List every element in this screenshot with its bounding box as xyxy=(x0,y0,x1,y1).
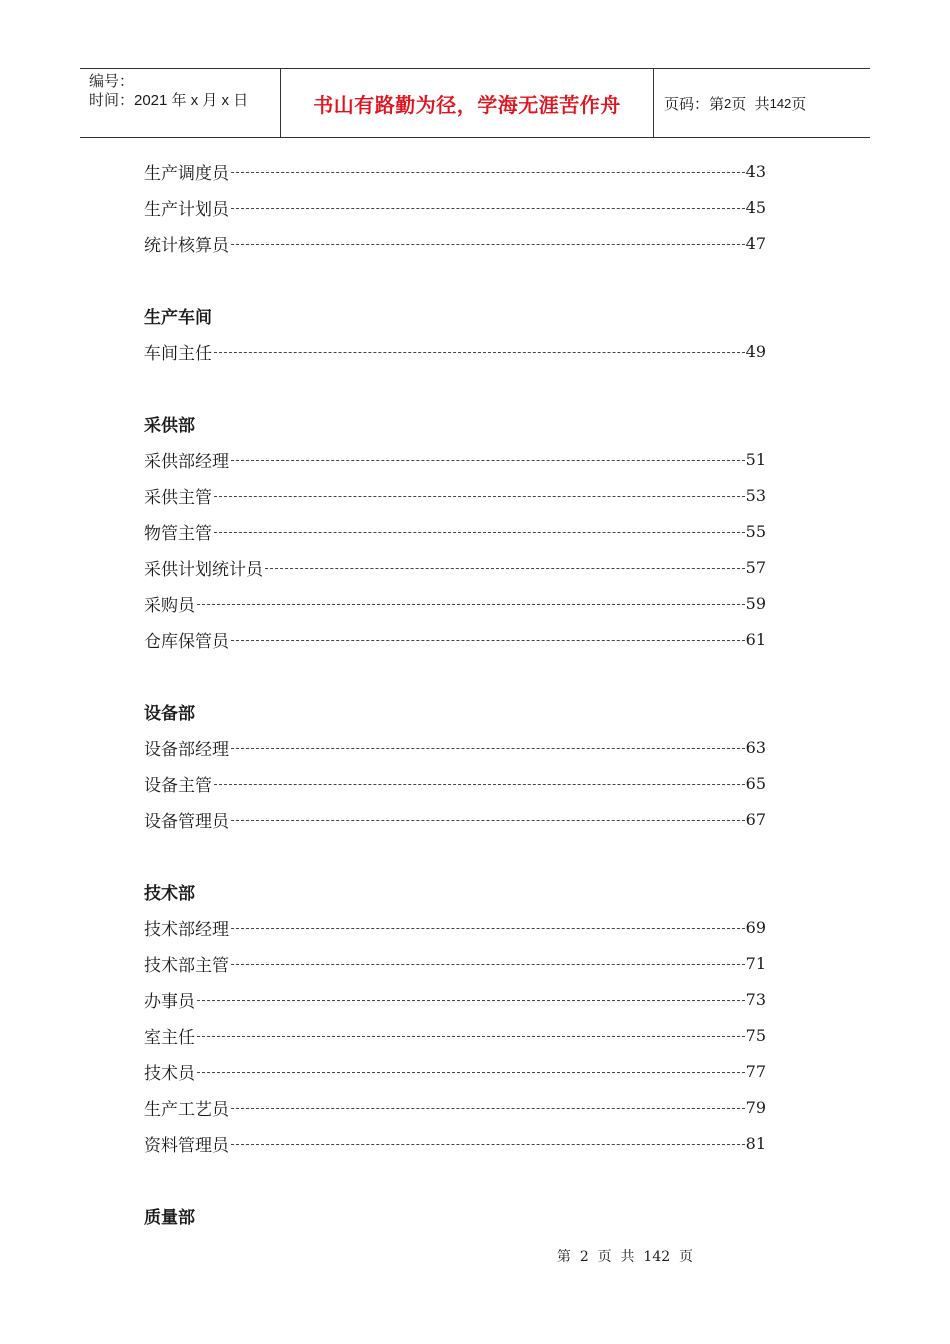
toc-entry-label: 车间主任 xyxy=(144,343,212,364)
page-footer: 第 2 页 共 142 页 xyxy=(556,1249,694,1265)
toc-entry-label: 采购员 xyxy=(144,595,195,616)
toc-entry[interactable] xyxy=(144,153,766,189)
toc-entry-page: 71 xyxy=(745,953,766,973)
toc-entry-page: 51 xyxy=(745,449,766,469)
document-time-label: 时间：2021 年 x 月 x 日 xyxy=(89,92,249,109)
toc-leader xyxy=(197,1000,745,1001)
toc-entry-page: 65 xyxy=(745,773,766,793)
toc-leader xyxy=(197,1036,745,1037)
toc-leader xyxy=(231,1108,745,1109)
toc-entry-label: 设备部经理 xyxy=(144,739,229,760)
toc-entry-page: 55 xyxy=(745,521,766,541)
toc-entry[interactable] xyxy=(144,621,766,657)
toc-entry[interactable] xyxy=(144,1017,766,1053)
toc-leader xyxy=(231,640,745,641)
toc-spacer xyxy=(144,1161,766,1197)
toc-section-heading[interactable]: 生产车间 xyxy=(144,307,212,328)
toc-entry-page: 43 xyxy=(745,161,766,181)
toc-entry[interactable] xyxy=(144,909,766,945)
toc-leader xyxy=(231,208,745,209)
toc-entry[interactable] xyxy=(144,1053,766,1089)
toc-entry-page: 81 xyxy=(745,1133,766,1153)
toc-entry-page: 47 xyxy=(745,233,766,253)
toc-entry-label: 室主任 xyxy=(144,1027,195,1048)
toc-leader xyxy=(197,604,745,605)
toc-leader xyxy=(231,748,745,749)
toc-entry-label: 设备主管 xyxy=(144,775,212,796)
toc-leader xyxy=(231,928,745,929)
toc-leader xyxy=(231,460,745,461)
toc-entry-page: 61 xyxy=(745,629,766,649)
header-page-info xyxy=(654,69,870,137)
toc-entry-page: 59 xyxy=(745,593,766,613)
toc-entry[interactable] xyxy=(144,1089,766,1125)
toc-entry[interactable] xyxy=(144,333,766,369)
toc-spacer xyxy=(144,837,766,873)
toc-spacer xyxy=(144,657,766,693)
page-end-label: 页 xyxy=(791,95,807,113)
toc-spacer xyxy=(144,261,766,297)
toc-entry-label: 统计核算员 xyxy=(144,235,229,256)
toc-entry-page: 45 xyxy=(745,197,766,217)
toc-entry-label: 技术部经理 xyxy=(144,919,229,940)
toc-entry-label: 生产调度员 xyxy=(144,163,229,184)
toc-entry[interactable] xyxy=(144,765,766,801)
toc-leader xyxy=(214,352,745,353)
toc-entry-label: 采供主管 xyxy=(144,487,212,508)
toc-entry-page: 79 xyxy=(745,1097,766,1117)
toc-entry-page: 75 xyxy=(745,1025,766,1045)
toc-entry[interactable] xyxy=(144,189,766,225)
toc-section-heading[interactable]: 设备部 xyxy=(144,703,195,724)
toc-entry[interactable] xyxy=(144,585,766,621)
toc-entry-label: 生产工艺员 xyxy=(144,1099,229,1120)
toc-entry[interactable] xyxy=(144,801,766,837)
toc-entry-page: 77 xyxy=(745,1061,766,1081)
toc-entry-page: 53 xyxy=(745,485,766,505)
toc-entry-page: 73 xyxy=(745,989,766,1009)
toc-leader xyxy=(231,172,745,173)
toc-entry[interactable] xyxy=(144,477,766,513)
toc-entry-label: 物管主管 xyxy=(144,523,212,544)
page-total: 142 xyxy=(769,95,792,111)
header-motto: 书山有路勤为径，学海无涯苦作舟 xyxy=(313,92,621,117)
toc-entry[interactable] xyxy=(144,225,766,261)
toc-entry-label: 生产计划员 xyxy=(144,199,229,220)
header-meta xyxy=(80,69,281,137)
toc-leader xyxy=(214,784,745,785)
toc-entry[interactable] xyxy=(144,549,766,585)
table-of-contents xyxy=(144,153,766,1233)
toc-entry-label: 技术部主管 xyxy=(144,955,229,976)
toc-leader xyxy=(214,532,745,533)
toc-entry[interactable] xyxy=(144,981,766,1017)
toc-section-heading[interactable]: 技术部 xyxy=(144,883,195,904)
toc-leader xyxy=(231,244,745,245)
toc-leader xyxy=(265,568,745,569)
toc-entry-page: 49 xyxy=(745,341,766,361)
toc-section-heading[interactable]: 质量部 xyxy=(144,1207,195,1228)
toc-entry[interactable] xyxy=(144,441,766,477)
toc-entry-label: 资料管理员 xyxy=(144,1135,229,1156)
toc-entry-label: 采供部经理 xyxy=(144,451,229,472)
toc-section-heading[interactable]: 采供部 xyxy=(144,415,195,436)
toc-entry-label: 办事员 xyxy=(144,991,195,1012)
toc-entry-page: 69 xyxy=(745,917,766,937)
toc-entry[interactable] xyxy=(144,945,766,981)
toc-entry-page: 57 xyxy=(745,557,766,577)
toc-entry-page: 63 xyxy=(745,737,766,757)
toc-entry[interactable] xyxy=(144,729,766,765)
toc-entry-label: 仓库保管员 xyxy=(144,631,229,652)
page-label: 页码：第 xyxy=(664,95,725,113)
toc-entry-page: 67 xyxy=(745,809,766,829)
toc-entry-label: 技术员 xyxy=(144,1063,195,1084)
toc-entry[interactable] xyxy=(144,513,766,549)
toc-leader xyxy=(214,496,745,497)
toc-entry-label: 设备管理员 xyxy=(144,811,229,832)
toc-spacer xyxy=(144,369,766,405)
toc-leader xyxy=(231,820,745,821)
page-current: 2 xyxy=(724,95,732,111)
toc-leader xyxy=(231,964,745,965)
toc-entry-label: 采供计划统计员 xyxy=(144,559,263,580)
toc-leader xyxy=(197,1072,745,1073)
document-number-label: 编号： xyxy=(89,73,135,90)
page-mid-label: 页 共 xyxy=(731,95,770,113)
header-motto-cell xyxy=(281,69,654,137)
page-header xyxy=(80,68,870,138)
toc-leader xyxy=(231,1144,745,1145)
toc-entry[interactable] xyxy=(144,1125,766,1161)
